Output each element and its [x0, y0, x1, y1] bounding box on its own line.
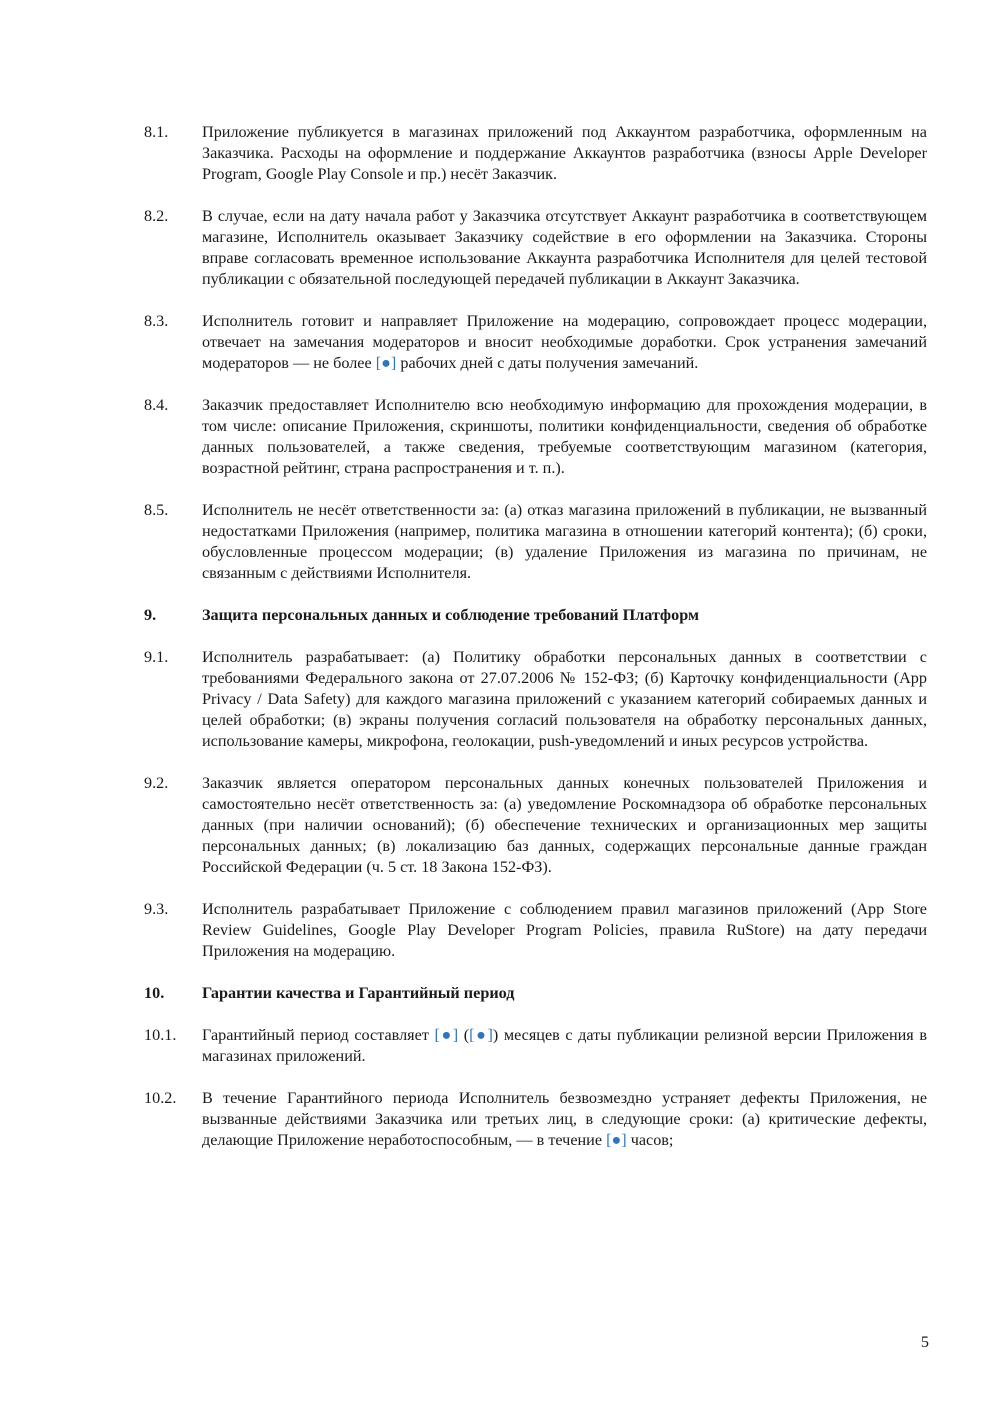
- clause-number: 10.2.: [144, 1089, 177, 1107]
- clause-number: 8.1.: [144, 123, 169, 141]
- clause-text-part: Исполнитель готовит и направляет Приложение на модерацию, сопровождает процесс модерации, отвечает на замечания модераторов и вносит необходимые доработки. Срок устранения замечаний модераторов — не более: [202, 312, 927, 372]
- clause-10-1: [144, 1025, 927, 1067]
- clause-8-2: [144, 206, 927, 290]
- document-page: [144, 122, 927, 1172]
- section-heading-9: [144, 605, 927, 626]
- clause-8-1: [144, 122, 927, 185]
- clause-9-1: [144, 647, 927, 752]
- section-heading-10: [144, 983, 927, 1004]
- clause-number: 8.2.: [144, 207, 169, 225]
- clause-9-3: [144, 899, 927, 962]
- clause-text: [202, 122, 927, 185]
- clause-text-part: (: [458, 1026, 470, 1044]
- section-title: Гарантии качества и Гарантийный период: [202, 984, 515, 1002]
- clause-number: 9.3.: [144, 900, 169, 918]
- placeholder-field: [●]: [469, 1026, 493, 1044]
- clause-text: [202, 311, 927, 374]
- clause-10-2: [144, 1088, 927, 1151]
- clause-text-part: В течение Гарантийного периода Исполнитель безвозмездно устраняет дефекты Приложения, не вызванные действиями Заказчика или третьих лиц, в следующие сроки: (а) критические дефекты, делающие Приложение неработоспособным, — в течение: [202, 1089, 927, 1149]
- clause-8-5: [144, 500, 927, 584]
- clause-text-part: Исполнитель не несёт ответственности за: (а) отказ магазина приложений в публикации, не вызванный недостатками Приложения (например, политика магазина в отношении категорий контента); (б) сроки, обусловленные процессом модерации; (в) удаление Приложения из магазина по причинам, не связанным с действиями Исполнителя.: [202, 501, 927, 582]
- clause-text-part: ) месяцев с даты публикации релизной версии Приложения в магазинах приложений.: [202, 1026, 928, 1065]
- clause-text-part: Гарантийный период составляет: [202, 1026, 435, 1044]
- clause-number: 8.5.: [144, 501, 169, 519]
- clause-number: 8.3.: [144, 312, 169, 330]
- clause-number: 8.4.: [144, 396, 169, 414]
- page-number: 5: [920, 1333, 929, 1351]
- clause-text-part: Заказчик является оператором персональных данных конечных пользователей Приложения и самостоятельно несёт ответственность за: (а) уведомление Роскомнадзора об обработке персональных данных (при наличии оснований); (б) обеспечение технических и организационных мер защиты персональных данных; (в) локализацию баз данных, содержащих персональные данные граждан Российской Федерации (ч. 5 ст. 18 Закона 152-ФЗ).: [202, 774, 927, 876]
- section-number: 10.: [144, 984, 165, 1002]
- clause-number: 9.1.: [144, 648, 169, 666]
- placeholder-field: [●]: [375, 354, 397, 372]
- section-number: 9.: [144, 606, 157, 624]
- placeholder-field: [●]: [434, 1026, 459, 1044]
- clause-text: [202, 1025, 927, 1067]
- clause-number: 9.2.: [144, 774, 169, 792]
- clause-text-part: Заказчик предоставляет Исполнителю всю необходимую информацию для прохождения модерации, в том числе: описание Приложения, скриншоты, политики конфиденциальности, сведения об обработке данных пользователей, а также сведения, требуемые соответствующим магазином (категория, возрастной рейтинг, страна распространения и т. п.).: [202, 396, 927, 477]
- clause-text: [202, 773, 927, 878]
- clause-text: [202, 1088, 927, 1151]
- clause-text: [202, 206, 927, 290]
- clause-8-3: [144, 311, 927, 374]
- placeholder-field: [●]: [606, 1131, 627, 1149]
- clause-8-4: [144, 395, 927, 479]
- clause-text-part: Приложение публикуется в магазинах приложений под Аккаунтом разработчика, оформленным на Заказчика. Расходы на оформление и поддержание Аккаунтов разработчика (взносы Apple Developer Program, Google Play Console и пр.) несёт Заказчик.: [202, 123, 927, 183]
- clause-text: [202, 647, 927, 752]
- clause-text-part: часов;: [626, 1131, 674, 1149]
- clause-text-part: В случае, если на дату начала работ у Заказчика отсутствует Аккаунт разработчика в соответствующем магазине, Исполнитель оказывает Заказчику содействие в его оформлении на Заказчика. Стороны вправе согласовать временное использование Аккаунта разработчика Исполнителя для целей тестовой публикации с обязательной последующей передачей публикации в Аккаунт Заказчика.: [202, 207, 927, 288]
- clause-text-part: Исполнитель разрабатывает: (а) Политику обработки персональных данных в соответствии с требованиями Федерального закона от 27.07.2006 № 152-ФЗ; (б) Карточку конфиденциальности (App Privacy / Data Safety) для каждого магазина приложений с указанием категорий собираемых данных и целей обработки; (в) экраны получения согласий пользователя на обработку персональных данных, использование камеры, микрофона, геолокации, push-уведомлений и иных ресурсов устройства.: [202, 648, 927, 750]
- clause-text: [202, 395, 927, 479]
- clause-text: [202, 500, 927, 584]
- clause-text-part: Исполнитель разрабатывает Приложение с соблюдением правил магазинов приложений (App Store Review Guidelines, Google Play Developer Program Policies, правила RuStore) на дату передачи Приложения на модерацию.: [202, 900, 927, 960]
- section-title: Защита персональных данных и соблюдение требований Платформ: [202, 606, 700, 624]
- clause-text-part: рабочих дней с даты получения замечаний.: [396, 354, 699, 372]
- clause-text: [202, 899, 927, 962]
- clause-number: 10.1.: [144, 1026, 177, 1044]
- clause-9-2: [144, 773, 927, 878]
